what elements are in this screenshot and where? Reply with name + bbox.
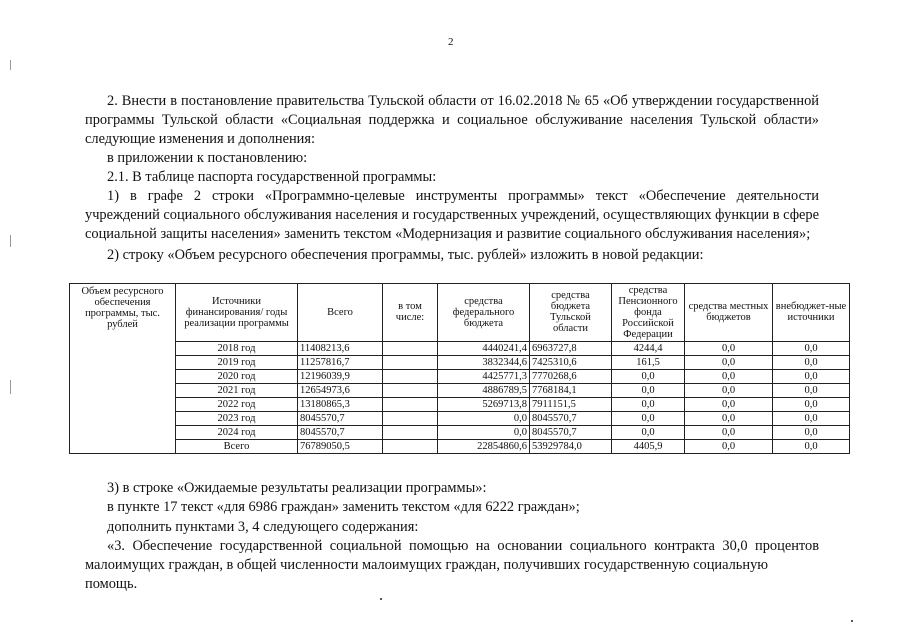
cell-regional: 7425310,6	[530, 355, 612, 369]
cell-total: 8045570,7	[298, 425, 383, 439]
cell-pension: 0,0	[612, 397, 685, 411]
cell-including	[383, 383, 438, 397]
table-row	[70, 425, 850, 439]
cell-federal: 22854860,6	[438, 439, 530, 453]
header-local: средства местных бюджетов	[685, 284, 773, 342]
row-total-label: Всего	[176, 439, 298, 453]
cell-local: 0,0	[685, 397, 773, 411]
cell-including	[383, 397, 438, 411]
cell-extra-budget: 0,0	[773, 439, 850, 453]
resource-volume-label: Объем ресурсного обеспечения программы, тыс. рублей	[70, 284, 176, 342]
paragraph-point-3-end: малоимущих граждан, в общей численности малоимущих граждан, получивших государственную социальную помощь.	[85, 557, 769, 592]
cell-including	[383, 341, 438, 355]
cell-total: 11257816,7	[298, 355, 383, 369]
table-row-total	[70, 439, 850, 453]
row-year: 2020 год	[176, 369, 298, 383]
row-year: 2024 год	[176, 425, 298, 439]
cell-regional: 7911151,5	[530, 397, 612, 411]
cell-local: 0,0	[685, 369, 773, 383]
cell-regional: 8045570,7	[530, 425, 612, 439]
paragraph-passport-table: 2.1. В таблице паспорта государственной программы:	[107, 169, 437, 185]
paragraph-appendix: в приложении к постановлению:	[107, 150, 308, 166]
cell-local: 0,0	[685, 341, 773, 355]
paragraph-point-3: «3. Обеспечение государственной социальной помощью на основании социального контракта 30,0 процентов	[107, 538, 819, 554]
page-number: 2	[448, 36, 454, 48]
cell-including	[383, 355, 438, 369]
table-row	[70, 355, 850, 369]
cell-federal: 4886789,5	[438, 383, 530, 397]
cell-including	[383, 439, 438, 453]
header-pension: средства Пенсионного фонда Российской Федерации	[612, 284, 685, 342]
cell-pension: 4244,4	[612, 341, 685, 355]
cell-local: 0,0	[685, 355, 773, 369]
table-header-row	[70, 284, 850, 342]
header-sources: Источники финансирования/ годы реализации программы	[176, 284, 298, 342]
cell-federal: 4440241,4	[438, 341, 530, 355]
cell-regional: 6963727,8	[530, 341, 612, 355]
cell-local: 0,0	[685, 383, 773, 397]
cell-total: 8045570,7	[298, 411, 383, 425]
cell-extra-budget: 0,0	[773, 355, 850, 369]
paragraph-point-17: в пункте 17 текст «для 6986 граждан» заменить текстом «для 6222 граждан»;	[107, 499, 580, 515]
row-year: 2023 год	[176, 411, 298, 425]
cell-including	[383, 369, 438, 383]
cell-pension: 4405,9	[612, 439, 685, 453]
cell-federal: 4425771,3	[438, 369, 530, 383]
cell-total: 76789050,5	[298, 439, 383, 453]
scan-speck	[380, 598, 382, 600]
paragraph-amendment: 2. Внести в постановление правительства Тульской области от 16.02.2018 № 65 «Об утверждении государственной программы Тульской области «Социальная поддержка и социальное обслуживание населения Тульской области»	[85, 93, 819, 128]
cell-regional: 7768184,1	[530, 383, 612, 397]
scan-margin-mark	[10, 235, 11, 247]
cell-federal: 5269713,8	[438, 397, 530, 411]
cell-regional: 7770268,6	[530, 369, 612, 383]
cell-including	[383, 411, 438, 425]
table-row	[70, 369, 850, 383]
cell-extra-budget: 0,0	[773, 425, 850, 439]
cell-extra-budget: 0,0	[773, 383, 850, 397]
cell-pension: 0,0	[612, 383, 685, 397]
paragraph-item-1: 1) в графе 2 строки «Программно-целевые инструменты программы» текст «Обеспечение деятельности учреждений социального обслуживания населения и государственных учреждений, осуществляющих функции в сфере	[85, 188, 819, 223]
paragraph-item-1-end: социальной защиты населения» заменить текстом «Модернизация и развитие социального обслуживания населения»;	[85, 226, 811, 242]
table-row	[70, 341, 850, 355]
cell-extra-budget: 0,0	[773, 411, 850, 425]
row-year: 2018 год	[176, 341, 298, 355]
header-federal: средства федерального бюджета	[438, 284, 530, 342]
cell-total: 13180865,3	[298, 397, 383, 411]
cell-federal: 0,0	[438, 425, 530, 439]
cell-federal: 0,0	[438, 411, 530, 425]
paragraph-add-points: дополнить пунктами 3, 4 следующего содержания:	[107, 519, 419, 535]
financing-table	[69, 283, 850, 454]
table-row	[70, 383, 850, 397]
cell-local: 0,0	[685, 439, 773, 453]
header-regional: средства бюджета Тульской области	[530, 284, 612, 342]
row-year: 2021 год	[176, 383, 298, 397]
header-including: в том числе:	[383, 284, 438, 342]
paragraph-amendment-end: следующие изменения и дополнения:	[85, 131, 315, 147]
cell-extra-budget: 0,0	[773, 369, 850, 383]
header-total: Всего	[298, 284, 383, 342]
paragraph-item-2: 2) строку «Объем ресурсного обеспечения программы, тыс. рублей» изложить в новой редакции:	[107, 247, 704, 263]
cell-total: 12654973,6	[298, 383, 383, 397]
header-extra-budget: внебюджет-ные источники	[773, 284, 850, 342]
table-row	[70, 411, 850, 425]
cell-local: 0,0	[685, 411, 773, 425]
cell-extra-budget: 0,0	[773, 341, 850, 355]
cell-extra-budget: 0,0	[773, 397, 850, 411]
cell-total: 11408213,6	[298, 341, 383, 355]
paragraph-item-3: 3) в строке «Ожидаемые результаты реализации программы»:	[107, 480, 487, 496]
scan-margin-mark	[10, 60, 11, 70]
table-row	[70, 397, 850, 411]
row-year: 2019 год	[176, 355, 298, 369]
cell-pension: 161,5	[612, 355, 685, 369]
scan-speck	[851, 620, 853, 622]
cell-regional: 8045570,7	[530, 411, 612, 425]
cell-regional: 53929784,0	[530, 439, 612, 453]
scan-margin-mark	[10, 380, 11, 394]
cell-total: 12196039,9	[298, 369, 383, 383]
cell-local: 0,0	[685, 425, 773, 439]
cell-federal: 3832344,6	[438, 355, 530, 369]
row-year: 2022 год	[176, 397, 298, 411]
cell-pension: 0,0	[612, 411, 685, 425]
cell-including	[383, 425, 438, 439]
cell-pension: 0,0	[612, 369, 685, 383]
cell-pension: 0,0	[612, 425, 685, 439]
